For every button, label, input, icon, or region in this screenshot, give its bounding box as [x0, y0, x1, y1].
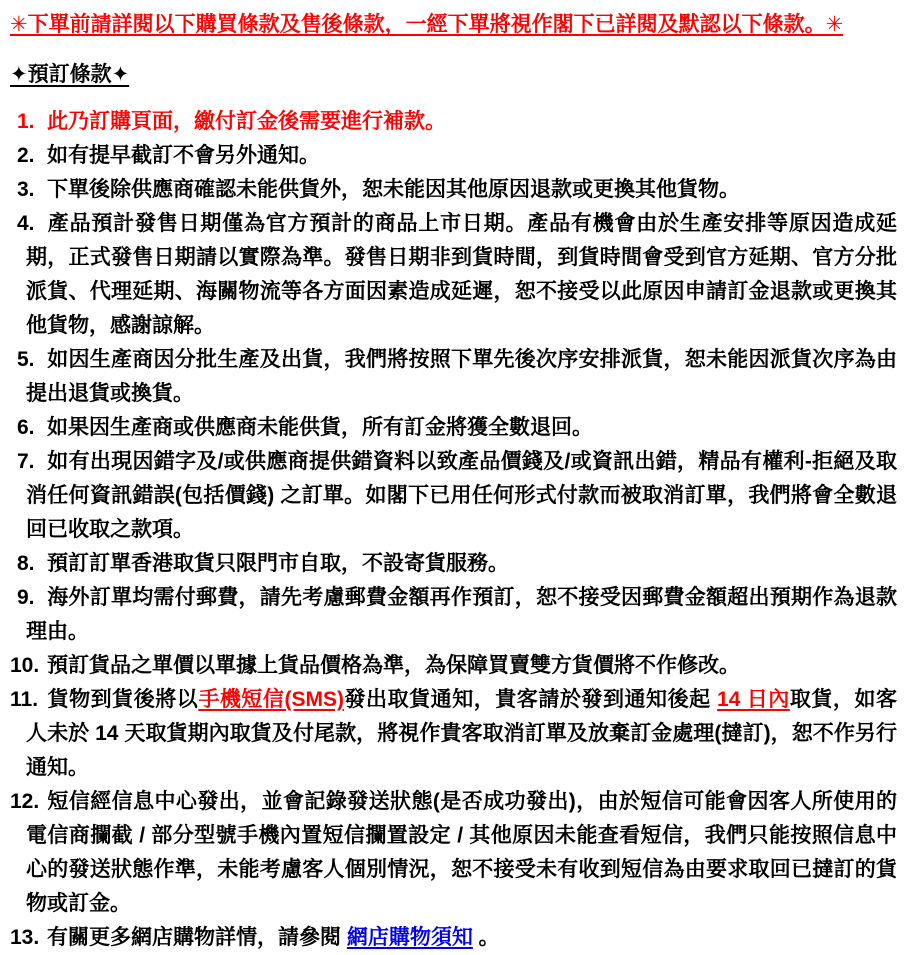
term-text: 14 日內	[717, 688, 790, 711]
term-text: 有關更多網店購物詳情，請參閱	[47, 926, 347, 949]
term-item	[10, 581, 897, 649]
term-text: 海外訂單均需付郵費，請先考慮郵費金額再作預訂，恕不接受因郵費金額超出預期作為退款理由。	[26, 586, 897, 643]
term-item	[10, 683, 897, 785]
term-text: 下單後除供應商確認未能供貨外，恕未能因其他原因退款或更換其他貨物。	[47, 178, 740, 201]
term-text: 預訂訂單香港取貨只限門市自取，不設寄貨服務。	[47, 552, 509, 575]
term-text: 如有出現因錯字及/或供應商提供錯資料以致產品價錢及/或資訊出錯，精品有權利-拒絕及取消任何資訊錯誤(包括價錢) 之訂單。如閣下已用任何形式付款而被取消訂單，我們將會全數退回已收取之款項。	[26, 450, 897, 541]
term-text: 發出取貨通知，貴客請於發到通知後起	[343, 688, 718, 711]
term-text: 貨物到貨後將以	[47, 688, 199, 711]
term-text: 預訂貨品之單價以單據上貨品價格為準，為保障買賣雙方貨價將不作修改。	[47, 654, 740, 677]
term-item	[10, 343, 897, 411]
term-number: 11.	[10, 688, 39, 711]
term-text: 。	[472, 926, 500, 949]
shop-notice-link[interactable]: 網店購物須知	[346, 926, 473, 949]
term-text: 此乃訂購頁面，繳付訂金後需要進行補款。	[47, 110, 446, 133]
term-item	[10, 649, 897, 683]
term-number: 7.	[17, 450, 35, 473]
term-text: 短信經信息中心發出，並會記錄發送狀態(是否成功發出)，由於短信可能會因客人所使用的電信商攔截 / 部分型號手機內置短信攔置設定 / 其他原因未能查看短信，我們只能按照信息中心的發送狀態作準，未能考慮客人個別情況，恕不接受未有收到短信為由要求取回已撻訂的貨物或訂金。	[26, 790, 897, 915]
term-number: 10.	[10, 654, 40, 677]
terms-list	[10, 105, 897, 955]
term-text: 取貨，如客人未於 14 天取貨期內取貨及付尾款，將視作貴客取消訂單及放棄訂金處理(撻訂)，恕不作另行通知。	[26, 688, 897, 779]
term-text: 產品預計發售日期僅為官方預計的商品上市日期。產品有機會由於生產安排等原因造成延期，正式發售日期請以實際為準。發售日期非到貨時間，到貨時間會受到官方延期、官方分批派貨、代理延期、海關物流等各方面因素造成延遲，恕不接受以此原因申請訂金退款或更換其他貨物，感謝諒解。	[26, 212, 897, 337]
term-number: 8.	[17, 552, 35, 575]
term-item	[10, 547, 897, 581]
term-item	[10, 173, 897, 207]
term-number: 12.	[10, 790, 40, 813]
term-text: 如有提早截訂不會另外通知。	[47, 144, 320, 167]
term-text: 如果因生產商或供應商未能供貨，所有訂金將獲全數退回。	[47, 416, 593, 439]
term-item	[10, 207, 897, 343]
term-number: 4.	[17, 212, 35, 235]
term-text: 如因生產商因分批生產及出貨，我們將按照下單先後次序安排派貨，恕未能因派貨次序為由提出退貨或換貨。	[26, 348, 897, 405]
section-heading-preorder-terms: ✦預訂條款✦	[10, 63, 130, 86]
term-item	[10, 105, 897, 139]
term-number: 2.	[17, 144, 35, 167]
term-number: 13.	[10, 926, 40, 949]
term-item	[10, 411, 897, 445]
term-item	[10, 445, 897, 547]
term-number: 9.	[17, 586, 35, 609]
term-number: 3.	[17, 178, 35, 201]
term-text: 手機短信(SMS)	[198, 688, 344, 711]
term-number: 5.	[17, 348, 35, 371]
term-item	[10, 785, 897, 921]
term-item	[10, 139, 897, 173]
term-number: 1.	[17, 110, 35, 133]
term-number: 6.	[17, 416, 35, 439]
notice-header: ✳下單前請詳閱以下購買條款及售後條款，一經下單將視作閣下已詳閱及默認以下條款。✳	[10, 13, 844, 36]
term-item	[10, 921, 897, 955]
